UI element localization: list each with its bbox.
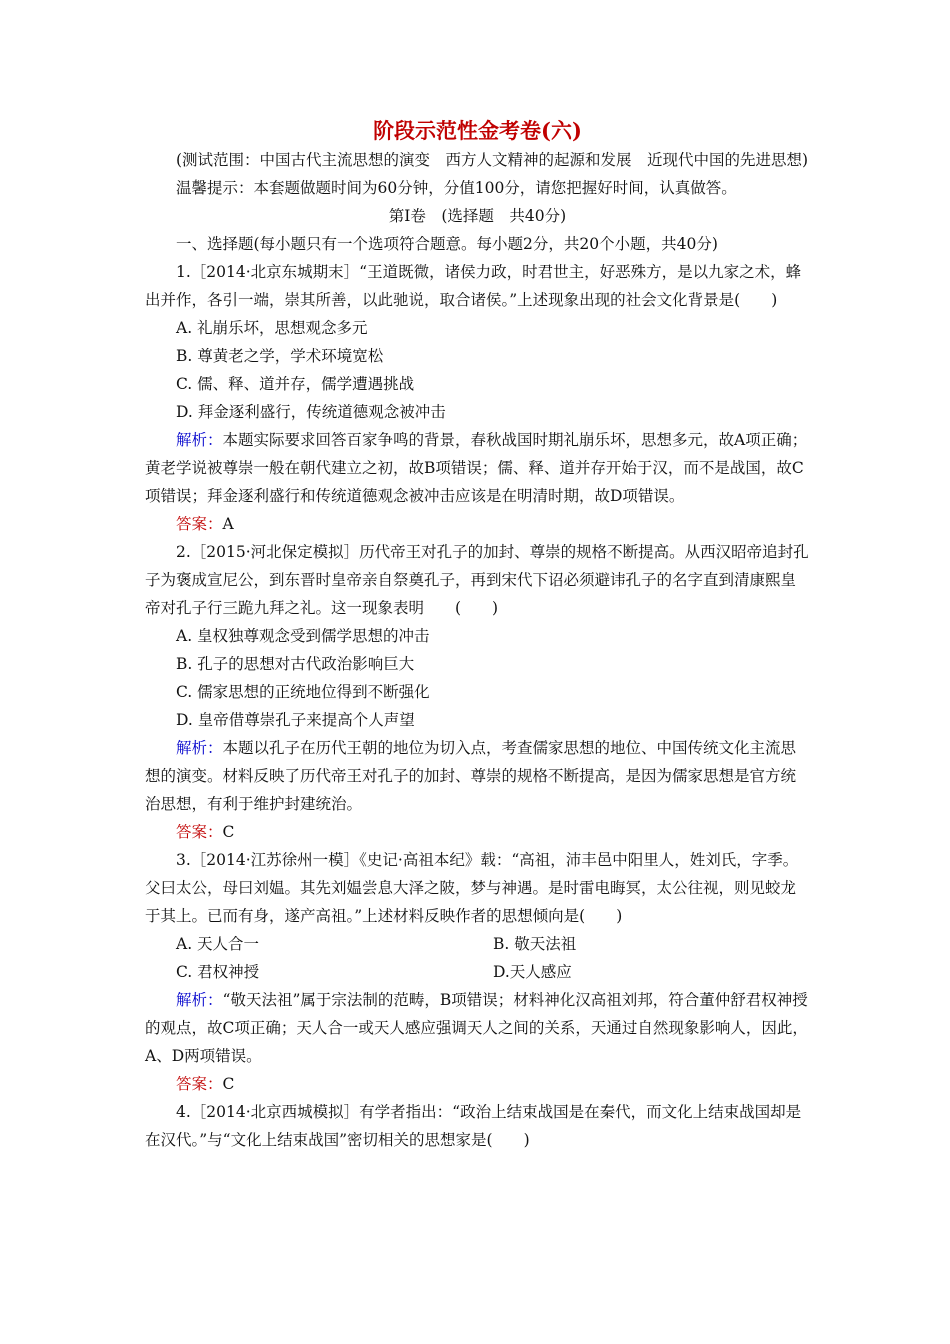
section-heading: 一、选择题(每小题只有一个选项符合题意。每小题2分，共20个小题，共40分) — [176, 235, 718, 253]
time-tip: 温馨提示：本套题做题时间为60分钟，分值100分，请您把握好时间，认真做答。 — [176, 179, 737, 197]
option-row — [145, 930, 810, 958]
option-b: B. 尊黄老之学，学术环境宽松 — [176, 347, 384, 365]
answer-label: 答案： — [176, 515, 223, 533]
option-c: C. 儒家思想的正统地位得到不断强化 — [176, 683, 430, 701]
option-b: B. 敬天法祖 — [493, 935, 577, 953]
document-body — [145, 116, 810, 1154]
page-title: 阶段示范性金考卷(六) — [373, 118, 582, 143]
analysis-label: 解析： — [176, 991, 223, 1009]
analysis-label: 解析： — [176, 739, 223, 757]
volume-heading: 第Ⅰ卷 (选择题 共40分) — [388, 207, 567, 225]
option-a: A. 礼崩乐坏，思想观念多元 — [176, 319, 368, 337]
option-d: D. 皇帝借尊崇孔子来提高个人声望 — [176, 711, 415, 729]
analysis — [145, 986, 810, 1070]
option-c: C. 儒、释、道并存，儒学遭遇挑战 — [176, 375, 415, 393]
answer — [145, 510, 810, 538]
question-4 — [145, 1098, 810, 1154]
answer-value: A — [222, 515, 234, 533]
question-1 — [145, 258, 810, 538]
option-a: A. 天人合一 — [176, 935, 260, 953]
question-stem: 4.［2014·北京西城模拟］有学者指出：“政治上结束战国是在秦代，而文化上结束战国却是在汉代。”与“文化上结束战国”密切相关的思想家是( ) — [145, 1103, 802, 1149]
answer-label: 答案： — [176, 823, 223, 841]
question-stem: 3.［2014·江苏徐州一模］《史记·高祖本纪》载：“高祖，沛丰邑中阳里人，姓刘氏，字季。父曰太公，母曰刘媪。其先刘媪尝息大泽之陂，梦与神遇。是时雷电晦冥，太公往视，则见蛟龙于其上。已而有身，遂产高祖。”上述材料反映作者的思想倾向是( ) — [145, 851, 799, 925]
analysis — [145, 426, 810, 510]
analysis-text: 本题以孔子在历代王朝的地位为切入点，考查儒家思想的地位、中国传统文化主流思想的演变。材料反映了历代帝王对孔子的加封、尊崇的规格不断提高，是因为儒家思想是官方统治思想，有利于维护封建统治。 — [145, 739, 797, 813]
option-b: B. 孔子的思想对古代政治影响巨大 — [176, 655, 415, 673]
question-stem: 2.［2015·河北保定模拟］历代帝王对孔子的加封、尊崇的规格不断提高。从西汉昭帝追封孔子为褒成宣尼公，到东晋时皇帝亲自祭奠孔子，再到宋代下诏必须避讳孔子的名字直到清康熙皇帝对孔子行三跪九拜之礼。这一现象表明 ( ) — [145, 543, 809, 617]
question-2 — [145, 538, 810, 846]
option-d: D.天人感应 — [493, 963, 572, 981]
option-c: C. 君权神授 — [176, 963, 260, 981]
answer-label: 答案： — [176, 1075, 223, 1093]
question-stem: 1.［2014·北京东城期末］“王道既微，诸侯力政，时君世主，好恶殊方，是以九家之术，蜂出并作，各引一端，崇其所善，以此驰说，取合诸侯。”上述现象出现的社会文化背景是( ) — [145, 263, 802, 309]
option-row — [145, 958, 810, 986]
analysis-text: “敬天法祖”属于宗法制的范畴，B项错误；材料神化汉高祖刘邦，符合董仲舒君权神授的观点，故C项正确；天人合一或天人感应强调天人之间的关系，天通过自然现象影响人，因此，A、D两项错误。 — [145, 991, 808, 1065]
answer-value: C — [222, 1075, 235, 1093]
analysis-text: 本题实际要求回答百家争鸣的背景，春秋战国时期礼崩乐坏，思想多元，故A项正确；黄老学说被尊崇一般在朝代建立之初，故B项错误；儒、释、道并存开始于汉，而不是战国，故C项错误；拜金逐利盛行和传统道德观念被冲击应该是在明清时期，故D项错误。 — [145, 431, 808, 505]
analysis — [145, 734, 810, 818]
answer-value: C — [222, 823, 235, 841]
answer — [145, 818, 810, 846]
analysis-label: 解析： — [176, 431, 223, 449]
test-scope: (测试范围：中国古代主流思想的演变 西方人文精神的起源和发展 近现代中国的先进思想) — [176, 151, 809, 169]
option-a: A. 皇权独尊观念受到儒学思想的冲击 — [176, 627, 430, 645]
question-3 — [145, 846, 810, 1098]
option-d: D. 拜金逐利盛行，传统道德观念被冲击 — [176, 403, 446, 421]
answer — [145, 1070, 810, 1098]
